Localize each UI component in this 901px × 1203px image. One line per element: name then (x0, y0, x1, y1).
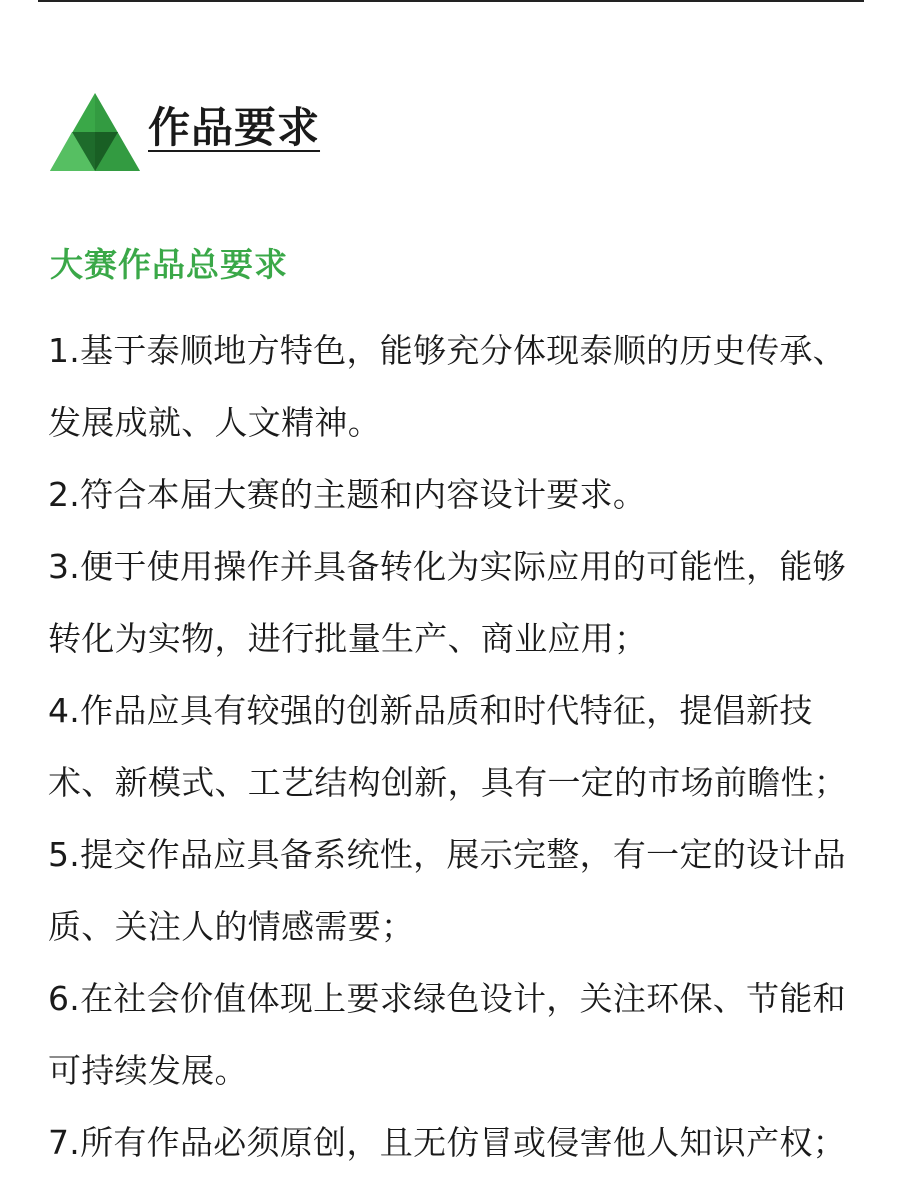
top-divider (38, 0, 864, 2)
page-header (50, 92, 320, 172)
requirement-item-2: 2.符合本届大赛的主题和内容设计要求。 (48, 475, 647, 514)
requirement-item-3: 3.便于使用操作并具备转化为实际应用的可能性，能够转化为实物，进行批量生产、商业应用； (48, 547, 846, 658)
page-title: 作品要求 (148, 103, 321, 152)
requirement-item-5: 5.提交作品应具备系统性，展示完整，有一定的设计品质、关注人的情感需要； (48, 835, 846, 946)
requirement-item-6: 6.在社会价值体现上要求绿色设计，关注环保、节能和可持续发展。 (48, 979, 846, 1090)
section-title: 大赛作品总要求 (50, 245, 288, 284)
green-triangle-icon (50, 93, 140, 171)
requirement-item-7: 7.所有作品必须原创，且无仿冒或侵害他人知识产权； (48, 1123, 846, 1162)
requirement-item-4: 4.作品应具有较强的创新品质和时代特征，提倡新技术、新模式、工艺结构创新，具有一定的市场前瞻性； (48, 691, 848, 802)
requirements-list (48, 315, 860, 1179)
requirement-item-1: 1.基于泰顺地方特色，能够充分体现泰顺的历史传承、发展成就、人文精神。 (48, 331, 846, 442)
